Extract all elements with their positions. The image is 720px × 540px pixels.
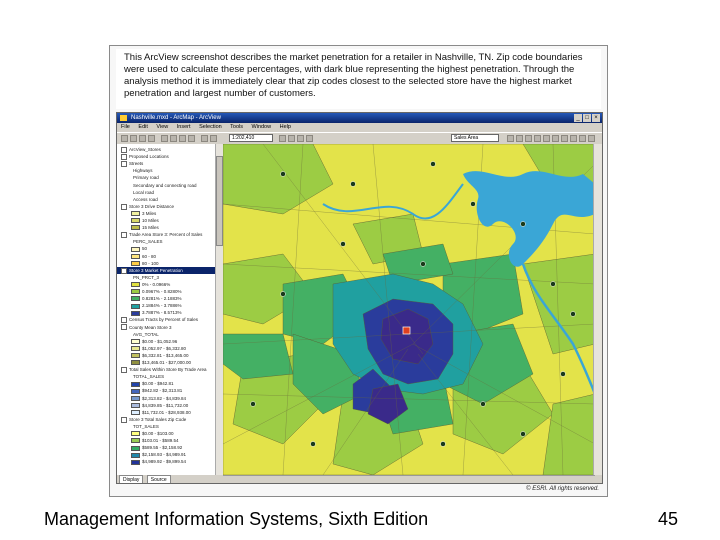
pan-icon[interactable] bbox=[525, 135, 532, 142]
layer-checkbox[interactable] bbox=[121, 147, 127, 153]
toc-layer[interactable] bbox=[117, 203, 215, 210]
toc-legend-item bbox=[117, 458, 215, 465]
store-marker[interactable] bbox=[551, 282, 556, 287]
toc-label: 15 Miles bbox=[142, 225, 159, 231]
toc-layer[interactable] bbox=[117, 146, 215, 153]
toc-label: 2.1884% - 3.7886% bbox=[142, 303, 182, 309]
legend-swatch bbox=[131, 304, 140, 309]
tab-source[interactable]: Source bbox=[147, 475, 171, 484]
toc-legend-item bbox=[117, 430, 215, 437]
tab-display[interactable]: Display bbox=[119, 475, 143, 484]
toc-label: Store 3 Drive Distance bbox=[129, 203, 175, 209]
toc-item bbox=[117, 174, 223, 181]
toc-label: Local road bbox=[133, 189, 155, 195]
toc-legend-item bbox=[117, 380, 215, 387]
toc-legend-item bbox=[117, 295, 215, 302]
legend-swatch bbox=[131, 311, 140, 316]
toc-scroll-thumb[interactable] bbox=[216, 156, 223, 246]
layer-checkbox[interactable] bbox=[121, 367, 127, 373]
legend-swatch bbox=[131, 360, 140, 365]
toc-label: Highways bbox=[133, 168, 153, 174]
legend-swatch bbox=[131, 438, 140, 443]
legend-swatch bbox=[131, 353, 140, 358]
toc-label: $0.00 - $1,052.96 bbox=[142, 338, 178, 344]
figure-frame bbox=[109, 45, 608, 497]
toc-item bbox=[117, 331, 223, 338]
legend-swatch bbox=[131, 218, 140, 223]
copyright-notice: © ESRI. All rights reserved. bbox=[526, 486, 599, 492]
store-marker[interactable] bbox=[571, 312, 576, 317]
redo-icon[interactable] bbox=[210, 135, 217, 142]
toc-item bbox=[117, 182, 223, 189]
toc-legend-item bbox=[117, 409, 215, 416]
window-buttons bbox=[574, 114, 600, 122]
toc-label: ArcView_Stores bbox=[129, 147, 161, 152]
toc-label: 10 Miles bbox=[142, 218, 159, 223]
store-marker[interactable] bbox=[341, 242, 346, 247]
toc-legend-item bbox=[117, 302, 215, 309]
find-icon[interactable] bbox=[552, 135, 559, 142]
store-marker[interactable] bbox=[521, 222, 526, 227]
legend-swatch bbox=[131, 346, 140, 351]
toc-label: Secondary and connecting road bbox=[133, 182, 197, 188]
toc-legend-item bbox=[117, 217, 215, 224]
cut-icon[interactable] bbox=[161, 135, 168, 142]
legend-swatch bbox=[131, 261, 140, 266]
legend-swatch bbox=[131, 289, 140, 294]
toc-item bbox=[117, 238, 223, 245]
measure-icon[interactable] bbox=[561, 135, 568, 142]
figure-caption: This ArcView screenshot describes the market penetration for a retailer in Nashville, TN. Zip code boundaries were used to calculate these percentages, with dark blue representing the highest penetration. Through the analysis method it is immediately clear that zip codes closest to the selected store have the highest market penetration and largest number of customers. bbox=[116, 49, 601, 109]
store-marker[interactable] bbox=[431, 162, 436, 167]
paste-icon[interactable] bbox=[179, 135, 186, 142]
menu-file[interactable]: File bbox=[121, 124, 130, 130]
layer-checkbox[interactable] bbox=[121, 154, 127, 160]
toc-scrollbar[interactable] bbox=[215, 144, 223, 475]
toc-label: 3.7887% - 8.5713% bbox=[142, 310, 182, 316]
toc-label: Store 3 Market Penetration bbox=[129, 267, 183, 273]
toc-layer[interactable] bbox=[117, 366, 215, 373]
arcmap-window bbox=[116, 112, 603, 484]
legend-swatch bbox=[131, 254, 140, 259]
store-marker[interactable] bbox=[561, 372, 566, 377]
store-marker[interactable] bbox=[481, 402, 486, 407]
close-button[interactable]: × bbox=[592, 114, 600, 122]
toc-legend-item bbox=[117, 338, 215, 345]
toc-label: Store 3 Total Sales Zip Code bbox=[129, 416, 187, 422]
toc-layer[interactable] bbox=[117, 324, 215, 331]
legend-swatch bbox=[131, 446, 140, 451]
market-penetration-map[interactable] bbox=[223, 144, 595, 475]
toc-label: $942.82 - $2,313.81 bbox=[142, 388, 183, 394]
store-marker[interactable] bbox=[471, 202, 476, 207]
hyperlink-icon[interactable] bbox=[570, 135, 577, 142]
toc-item bbox=[117, 373, 223, 380]
legend-swatch bbox=[131, 296, 140, 301]
toc-legend-item bbox=[117, 352, 215, 359]
zoom-in-icon[interactable] bbox=[507, 135, 514, 142]
new-icon[interactable] bbox=[121, 135, 128, 142]
legend-swatch bbox=[131, 410, 140, 415]
menu-help[interactable]: Help bbox=[279, 124, 291, 130]
layer-checkbox[interactable] bbox=[121, 317, 127, 323]
select-icon[interactable] bbox=[579, 135, 586, 142]
toc-legend-item bbox=[117, 253, 215, 260]
legend-swatch bbox=[131, 431, 140, 436]
toolbox-icon[interactable] bbox=[297, 135, 304, 142]
toc-label: Total Sales Within Store By Trade Area bbox=[129, 367, 207, 373]
toc-label: Trade Area Store 3: Percent of Sales bbox=[129, 232, 203, 238]
maximize-button[interactable]: □ bbox=[583, 114, 591, 122]
toc-label: $13,465.01 - $27,000.00 bbox=[142, 360, 192, 365]
status-bar bbox=[223, 475, 595, 484]
window-title: Nashville.mxd - ArcMap - ArcView bbox=[131, 115, 221, 121]
legend-swatch bbox=[131, 247, 140, 252]
layer-checkbox[interactable] bbox=[121, 232, 127, 238]
copy-icon[interactable] bbox=[170, 135, 177, 142]
toc-label: 0% - 0.0966% bbox=[142, 281, 171, 287]
toc-label: PN_PRCT_3 bbox=[133, 274, 160, 280]
legend-swatch bbox=[131, 396, 140, 401]
toc-label: Primary road bbox=[133, 175, 159, 181]
menu-edit[interactable]: Edit bbox=[138, 124, 148, 130]
toc-label: Access road bbox=[133, 196, 158, 202]
map-scrollbar[interactable] bbox=[593, 144, 602, 475]
toc-label: Streets bbox=[129, 161, 144, 167]
store-marker[interactable] bbox=[251, 402, 256, 407]
toc-label: TOT_SALES bbox=[133, 423, 159, 429]
toc-label: 60 - 80 bbox=[142, 253, 157, 259]
legend-swatch bbox=[131, 403, 140, 408]
toc-legend-item bbox=[117, 224, 215, 231]
menu-bar bbox=[117, 123, 602, 132]
legend-swatch bbox=[131, 453, 140, 458]
toc-legend-item bbox=[117, 281, 215, 288]
legend-swatch bbox=[131, 282, 140, 287]
toc-label: TOTAL_SALES bbox=[133, 374, 165, 380]
toc-item bbox=[117, 423, 223, 430]
legend-swatch bbox=[131, 339, 140, 344]
legend-swatch bbox=[131, 211, 140, 216]
page-number: 45 bbox=[657, 509, 678, 529]
toc-tabs bbox=[117, 475, 222, 484]
toc-legend-item bbox=[117, 210, 215, 217]
delete-icon[interactable] bbox=[188, 135, 195, 142]
toc-label: AVG_TOTAL bbox=[133, 331, 159, 337]
store-marker[interactable] bbox=[281, 172, 286, 177]
toc-legend-item bbox=[117, 444, 215, 451]
toc-legend-item bbox=[117, 359, 215, 366]
editor-icon[interactable] bbox=[279, 135, 286, 142]
store-marker[interactable] bbox=[421, 262, 426, 267]
full-extent-icon[interactable] bbox=[534, 135, 541, 142]
minimize-button[interactable]: _ bbox=[574, 114, 582, 122]
toc-item bbox=[117, 189, 223, 196]
toc-layer[interactable] bbox=[117, 231, 215, 238]
store-marker[interactable] bbox=[441, 442, 446, 447]
title-bar bbox=[117, 113, 602, 123]
open-icon[interactable] bbox=[130, 135, 137, 142]
toc-label: 0.0967% - 0.8280% bbox=[142, 289, 182, 294]
toc-legend-item bbox=[117, 395, 215, 402]
toc-layer[interactable] bbox=[117, 416, 215, 423]
legend-swatch bbox=[131, 382, 140, 387]
undo-icon[interactable] bbox=[201, 135, 208, 142]
toc-legend-item bbox=[117, 437, 215, 444]
toc-label: $11,732.01 - $28,938.00 bbox=[142, 409, 191, 415]
toc-item bbox=[117, 196, 223, 203]
catalog-icon[interactable] bbox=[288, 135, 295, 142]
legend-swatch bbox=[131, 225, 140, 230]
selected-store-marker[interactable] bbox=[403, 327, 410, 334]
toc-label: Census Tracts by Percent of Sales bbox=[129, 317, 199, 323]
layer-checkbox[interactable] bbox=[121, 161, 127, 167]
book-title: Management Information Systems, Sixth Edition bbox=[44, 509, 429, 529]
layer-checkbox[interactable] bbox=[121, 417, 127, 423]
toc-label: 50 bbox=[142, 246, 148, 252]
store-marker[interactable] bbox=[311, 442, 316, 447]
legend-swatch bbox=[131, 460, 140, 465]
toc-label: 3 Miles bbox=[142, 210, 157, 216]
store-marker[interactable] bbox=[281, 292, 286, 297]
scale-combo[interactable]: 1:202,410 bbox=[229, 134, 273, 142]
map-view[interactable] bbox=[223, 144, 595, 475]
layer-checkbox[interactable] bbox=[121, 204, 127, 210]
toc-legend-item bbox=[117, 451, 215, 458]
toc-label: County Mean Store 3 bbox=[129, 324, 172, 330]
toc-label: $4,839.85 - $11,732.00 bbox=[142, 402, 189, 408]
python-icon[interactable] bbox=[306, 135, 313, 142]
menu-tools[interactable]: Tools bbox=[230, 124, 243, 130]
toc-layer[interactable] bbox=[117, 153, 215, 160]
toc-layer[interactable] bbox=[117, 267, 215, 274]
layer-checkbox[interactable] bbox=[121, 268, 127, 274]
toc-label: $2,313.82 - $4,839.84 bbox=[142, 395, 187, 401]
toc-label: 0.8281% - 2.1883% bbox=[142, 296, 182, 302]
toc-label: Proposed Locations bbox=[129, 154, 169, 160]
toc-legend-item bbox=[117, 260, 215, 267]
toc-label: $0.00 - $103.00 bbox=[142, 431, 174, 436]
toc-label: $4,989.92 - $9,899.54 bbox=[142, 459, 187, 465]
toc-label: $0.00 - $942.81 bbox=[142, 381, 174, 387]
menu-window[interactable]: Window bbox=[251, 124, 272, 130]
store-marker[interactable] bbox=[351, 182, 356, 187]
layer-combo[interactable]: Sales Area bbox=[451, 134, 499, 142]
toc-label: $589.55 - $2,158.92 bbox=[142, 445, 183, 451]
toc-label: 80 - 100 bbox=[142, 260, 159, 266]
toc-legend-item bbox=[117, 309, 215, 316]
save-icon[interactable] bbox=[139, 135, 146, 142]
store-marker[interactable] bbox=[521, 432, 526, 437]
toc-label: $1,052.97 - $6,332.80 bbox=[142, 345, 187, 351]
toc-layer[interactable] bbox=[117, 160, 215, 167]
menu-insert[interactable]: Insert bbox=[176, 124, 191, 130]
zoom-out-icon[interactable] bbox=[516, 135, 523, 142]
toc-label: $2,158.93 - $4,989.91 bbox=[142, 452, 187, 458]
print-icon[interactable] bbox=[148, 135, 155, 142]
identify-icon[interactable] bbox=[543, 135, 550, 142]
toc-label: $103.01 - $589.54 bbox=[142, 438, 179, 444]
toc-label: $6,332.81 - $13,465.00 bbox=[142, 352, 189, 358]
toc-legend-item bbox=[117, 288, 215, 295]
menu-selection[interactable]: Selection bbox=[199, 124, 222, 130]
layer-checkbox[interactable] bbox=[121, 324, 127, 330]
toc-item bbox=[117, 274, 223, 281]
toc-item bbox=[117, 167, 223, 174]
legend-swatch bbox=[131, 389, 140, 394]
toc-legend-item bbox=[117, 387, 215, 394]
table-of-contents bbox=[117, 144, 223, 475]
toc-legend-item bbox=[117, 345, 215, 352]
info-icon[interactable] bbox=[588, 135, 595, 142]
toc-legend-item bbox=[117, 245, 215, 252]
menu-view[interactable]: View bbox=[156, 124, 169, 130]
arcmap-app-icon bbox=[120, 115, 127, 121]
toc-layer[interactable] bbox=[117, 316, 215, 323]
toc-legend-item bbox=[117, 402, 215, 409]
toc-label: PERC_SALES bbox=[133, 239, 163, 245]
